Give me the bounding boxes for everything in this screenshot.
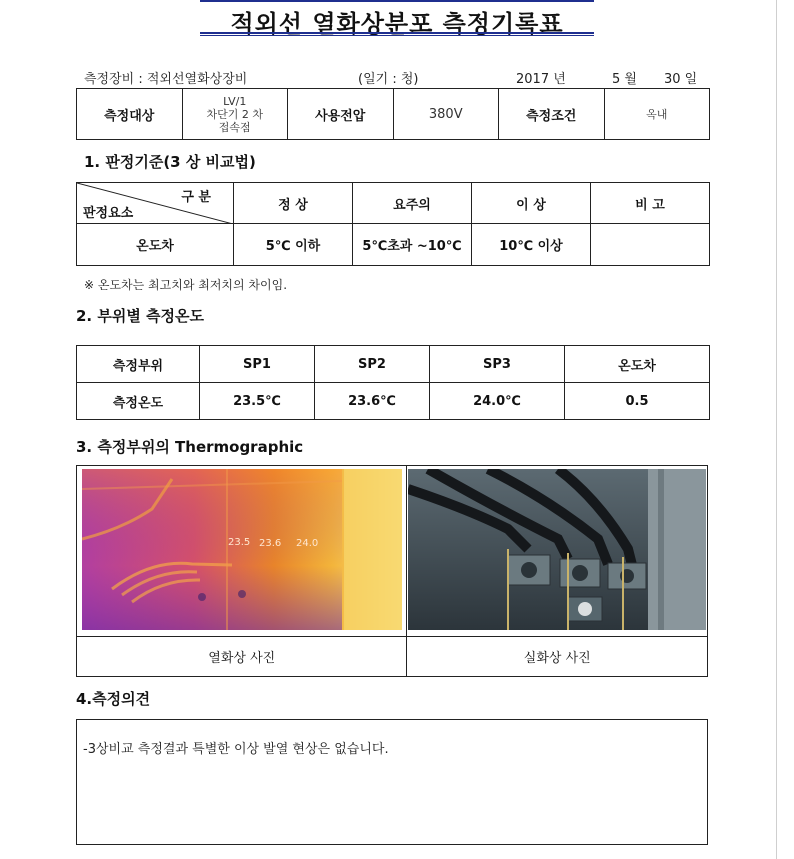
target-value-line2: 차단기 2 차 (206, 107, 263, 121)
thermal-caption: 열화상 사진 (77, 636, 407, 676)
real-caption: 실화상 사진 (407, 636, 708, 676)
criteria-row-label: 온도차 (77, 224, 234, 266)
day-label: 30 일 (664, 72, 698, 87)
equipment-label: 측정장비 : 적외선열화상장비 (84, 72, 248, 87)
thermal-image (82, 469, 402, 630)
thermal-spot-label-3: 24.0 (296, 538, 319, 549)
target-value-line1: LV/1 (223, 94, 247, 108)
title-rule-top (200, 0, 594, 2)
target-value (182, 89, 288, 140)
title-rule-bottom (200, 32, 594, 36)
criteria-value-caution: 5℃초과 ~10℃ (353, 224, 472, 266)
temp-value-sp3: 24.0℃ (430, 383, 565, 420)
opinion-text: -3상비교 측정결과 특별한 이상 발열 현상은 없습니다. (83, 742, 389, 757)
year-label: 2017 년 (516, 72, 566, 87)
corner-bottom-label: 판정요소 (83, 206, 134, 221)
criteria-value-abnormal: 10℃ 이상 (472, 224, 591, 266)
real-image-graphic (408, 469, 706, 630)
criteria-header-caution: 요주의 (353, 183, 472, 224)
page-title: 적외선 열화상분포 측정기록표 (230, 10, 564, 38)
temp-header-sp1: SP1 (200, 346, 315, 383)
temp-value-sp1: 23.5℃ (200, 383, 315, 420)
voltage-value: 380V (393, 89, 499, 140)
voltage-label: 사용전압 (288, 89, 394, 140)
section3-title: 3. 측정부위의 Thermographic (76, 438, 304, 456)
thermal-spot-label-2: 23.6 (259, 538, 282, 549)
criteria-value-remarks (591, 224, 710, 266)
condition-label: 측정조건 (499, 89, 605, 140)
temp-header-sp2: SP2 (315, 346, 430, 383)
criteria-note: ※ 온도차는 최고치와 최저치의 차이임. (84, 278, 288, 292)
temp-value-diff: 0.5 (565, 383, 710, 420)
section1-title: 1. 판정기준(3 상 비교법) (84, 153, 256, 171)
condition-value: 옥내 (604, 89, 710, 140)
month-label: 5 월 (612, 72, 637, 87)
criteria-table (76, 182, 710, 266)
target-label: 측정대상 (77, 89, 183, 140)
weather-label: (일기 : 청) (358, 72, 419, 87)
page-edge-line (776, 0, 777, 859)
target-value-line3: 접속점 (218, 120, 251, 134)
temperature-table (76, 345, 710, 420)
temp-header-sp3: SP3 (430, 346, 565, 383)
info-table (76, 88, 710, 140)
opinion-box (76, 719, 708, 845)
temp-header-part: 측정부위 (77, 346, 200, 383)
temp-header-diff: 온도차 (565, 346, 710, 383)
corner-top-label: 구 분 (181, 190, 211, 205)
thermal-spot-label-1: 23.5 (228, 537, 251, 548)
criteria-header-normal: 정 상 (234, 183, 353, 224)
temp-row-label: 측정온도 (77, 383, 200, 420)
section4-title: 4.측정의견 (76, 690, 151, 708)
section2-title: 2. 부위별 측정온도 (76, 307, 205, 325)
criteria-value-normal: 5℃ 이하 (234, 224, 353, 266)
thermal-image-graphic (82, 469, 402, 630)
temp-value-sp2: 23.6℃ (315, 383, 430, 420)
criteria-header-abnormal: 이 상 (472, 183, 591, 224)
criteria-header-remarks: 비 고 (591, 183, 710, 224)
title-block (200, 0, 594, 38)
criteria-corner-cell (77, 183, 234, 224)
real-image (408, 469, 706, 630)
